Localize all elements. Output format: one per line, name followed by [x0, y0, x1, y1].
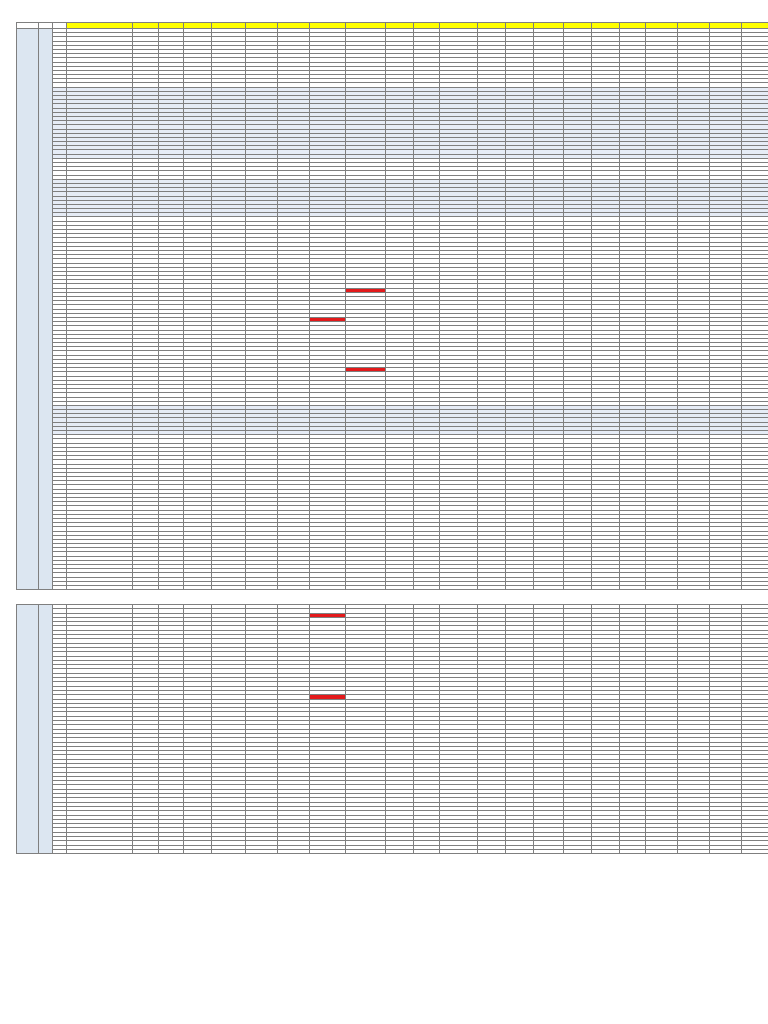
table-cell: [212, 849, 246, 853]
table-cell: [440, 849, 478, 853]
table-cell: [414, 585, 440, 589]
table-cell: [386, 849, 414, 853]
table-cell: [133, 585, 159, 589]
group-total-cell: [39, 29, 53, 590]
table-cell: [742, 849, 768, 853]
table-cell: [278, 585, 310, 589]
table-cell: [346, 849, 386, 853]
table-cell: [506, 585, 534, 589]
table-cell: [710, 849, 742, 853]
table-cell: [534, 585, 564, 589]
table-cell: [159, 585, 184, 589]
table-cell: [184, 849, 212, 853]
table-cell: [278, 849, 310, 853]
table-cell: [246, 849, 278, 853]
table-cell: [67, 849, 133, 853]
table-cell: [212, 585, 246, 589]
table-cell: [646, 849, 678, 853]
table-cell: [440, 585, 478, 589]
table-row: [17, 585, 768, 589]
table-cell: [478, 585, 506, 589]
table-cell: [592, 849, 620, 853]
data-table-1: [16, 22, 768, 590]
table-cell: [159, 849, 184, 853]
table-cell: [534, 849, 564, 853]
table-cell: [506, 849, 534, 853]
table-cell: [592, 585, 620, 589]
table-cell: [742, 585, 768, 589]
group-total-cell: [39, 605, 53, 854]
table-cell: [246, 585, 278, 589]
table-cell: [646, 585, 678, 589]
table-section-1: [16, 22, 752, 590]
data-table-2: [16, 604, 768, 854]
table-cell: [678, 585, 710, 589]
table-cell: [310, 849, 346, 853]
table-cell: [564, 849, 592, 853]
table-cell: [620, 585, 646, 589]
table-cell: [478, 849, 506, 853]
table-cell: [310, 585, 346, 589]
table-cell: [564, 585, 592, 589]
table-cell: [53, 849, 67, 853]
table-cell: [184, 585, 212, 589]
table-cell: [678, 849, 710, 853]
table-cell: [386, 585, 414, 589]
table-cell: [346, 585, 386, 589]
group-label-cell: [17, 605, 39, 854]
table-cell: [133, 849, 159, 853]
table-section-2: [16, 604, 752, 854]
group-label-cell: [17, 29, 39, 590]
table-cell: [620, 849, 646, 853]
table-cell: [710, 585, 742, 589]
table-row: [17, 849, 768, 853]
table-cell: [414, 849, 440, 853]
table-cell: [53, 585, 67, 589]
table-cell: [67, 585, 133, 589]
